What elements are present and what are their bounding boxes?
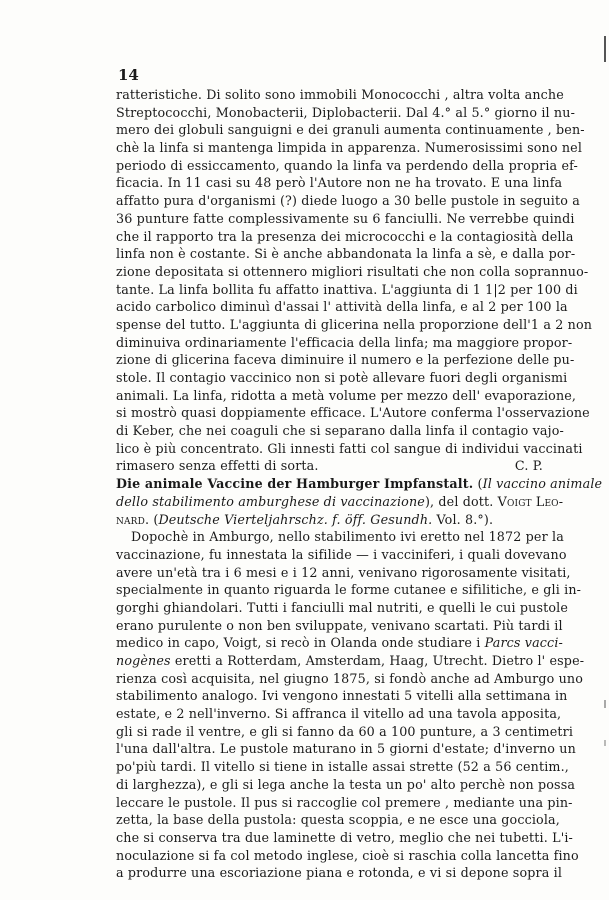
text-line: Dopochè in Amburgo, nello stabilimento ivi eretto nel 1872 per la — [131, 529, 564, 545]
article-title-italian-cont: dello stabilimento amburghese di vaccinazione — [116, 493, 425, 509]
paren-open: ( — [477, 476, 483, 492]
text-segment: medico in capo, Voigt, si recò in Olanda onde studiare i — [116, 635, 481, 651]
text-line: linfa non è costante. Si è anche abbandonata la linfa a sè, e dalla por- — [116, 246, 576, 262]
review-paragraph — [116, 86, 593, 475]
text-line: specialmente in quanto riguarda le forme cutanee e sifilitiche, e gli in- — [116, 582, 582, 598]
text-line: gli si rade il ventre, e gli si fanno da 60 a 100 punture, a 3 centimetri — [116, 723, 574, 739]
text-line: che il rapporto tra la presenza dei micrococchi e la contagiosità della — [116, 228, 574, 244]
text-line: 36 punture fatte complessivamente su 6 fanciulli. Ne verrebbe quindi — [116, 210, 575, 226]
text-line: ficacia. In 11 casi su 48 però l'Autore non ne ha trovato. E una linfa — [116, 175, 563, 191]
text-line: a produrre una escoriazione piana e rotonda, e vi si depone sopra il — [116, 865, 563, 881]
text-line: diminuiva ordinariamente l'efficacia della linfa; ma maggiore propor- — [116, 334, 573, 350]
text-line: zione depositata si ottennero migliori risultati che non colla soprannuo- — [116, 263, 589, 279]
paren-open: ( — [153, 511, 159, 527]
text-line: avere un'età tra i 6 mesi e i 12 anni, venivano rigorosamente visitati, — [116, 564, 571, 580]
text-line-last — [116, 457, 543, 475]
heading-line — [116, 493, 564, 511]
scan-edge-mark — [604, 740, 606, 746]
text-line: gorghi ghiandolari. Tutti i fanciulli mal nutriti, e quelli le cui pustole — [116, 599, 569, 615]
article-title-italian: Il vaccino animale — [482, 476, 603, 492]
text-line: acido carbolico diminuì d'assai l' attività della linfa, e al 2 per 100 la — [116, 299, 568, 315]
paragraph-end-text: rimasero senza effetti di sorta. — [116, 458, 319, 474]
text-line: estate, e 2 nell'inverno. Si affranca il vitello ad una tavola apposita, — [116, 706, 562, 722]
text-line: ratteristiche. Di solito sono immobili Monococchi , altra volta anche — [116, 87, 564, 102]
text-line: chè la linfa si mantenga limpida in apparenza. Numerosissimi sono nel — [116, 140, 583, 156]
text-line: l'una dall'altra. Le pustole maturano in 5 giorni d'estate; d'inverno un — [116, 741, 576, 757]
body-text — [116, 86, 603, 882]
heading-line — [116, 511, 543, 529]
reviewer-initials: C. P. — [514, 458, 543, 474]
text-line: zetta, la base della pustola: questa scoppia, e ne esce una gocciola, — [116, 812, 560, 828]
text-line: noculazione si fa col metodo inglese, cioè si raschia colla lancetta fino — [116, 847, 579, 863]
page-number: 14 — [118, 66, 139, 84]
text-line: si mostrò quasi doppiamente efficace. L'Autore conferma l'osservazione — [116, 405, 590, 421]
text-line — [116, 652, 585, 670]
text-line: vaccinazione, fu innestata la sifilide — i vacciniferi, i quali dovevano — [116, 546, 567, 562]
text-italic-segment: Parcs vacci- — [484, 635, 563, 651]
text-line: stabilimento analogo. Ivi vengono innestati 5 vitelli alla settimana in — [116, 688, 568, 704]
text-line: animali. La linfa, ridotta a metà volume per mezzo dell' evaporazione, — [116, 387, 577, 403]
journal-volume: Vol. 8.°). — [436, 511, 494, 527]
text-italic-segment: nogènes — [116, 653, 171, 668]
text-line: spense del tutto. L'aggiunta di glicerina nella proporzione dell'1 a 2 non — [116, 316, 593, 332]
text-line: affatto pura d'organismi (?) diede luogo a 30 belle pustole in seguito a — [116, 193, 580, 209]
text-line: mero dei globuli sanguigni e dei granuli aumenta continuamente , ben- — [116, 122, 585, 138]
text-segment: eretti a Rotterdam, Amsterdam, Haag, Utrecht. Dietro l' espe- — [174, 653, 585, 668]
text-line: di larghezza), e gli si lega anche la testa un po' alto perchè non possa — [116, 776, 576, 792]
article-author-cont: nard. — [116, 511, 150, 527]
text-line: che si conserva tra due laminette di vetro, meglio che nei tubetti. L'i- — [116, 829, 573, 845]
text-line: di Keber, che nei coaguli che si separano dalla linfa il contagio vajo- — [116, 423, 564, 439]
article-title: Die animale Vaccine der Hamburger Impfanstalt. — [116, 476, 474, 492]
article-byline: ), del dott. — [424, 493, 494, 509]
article-heading — [116, 475, 603, 528]
article-author: Voigt Leo- — [497, 493, 564, 509]
text-line: tante. La linfa bollita fu affatto inattiva. L'aggiunta di 1 1|2 per 100 di — [116, 281, 578, 297]
text-line: po'più tardi. Il vitello si tiene in istalle assai strette (52 a 56 centim., — [116, 759, 569, 775]
text-line — [116, 634, 563, 652]
text-line: leccare le pustole. Il pus si raccoglie col premere , mediante una pin- — [116, 794, 573, 810]
journal-name: Deutsche Vierteljahrschz. f. öff. Gesundh. — [158, 511, 433, 527]
scan-edge-mark — [604, 36, 606, 62]
text-line: periodo di essiccamento, quando la linfa va perdendo della propria ef- — [116, 157, 578, 173]
scan-edge-mark — [604, 700, 606, 708]
text-line: zione di glicerina faceva diminuire il numero e la perfezione delle pu- — [116, 352, 575, 368]
text-line: Streptococchi, Monobacterii, Diplobacterii. Dal 4.° al 5.° giorno il nu- — [116, 104, 576, 120]
text-line: rienza così acquisita, nel giugno 1875, si fondò anche ad Amburgo uno — [116, 670, 584, 686]
article-paragraph — [116, 528, 585, 882]
heading-line — [116, 475, 603, 493]
text-line: stole. Il contagio vaccinico non si potè allevare fuori degli organismi — [116, 370, 568, 385]
text-line: lico è più concentrato. Gli innesti fatti col sangue di individui vaccinati — [116, 440, 583, 456]
text-line: erano purulente o non ben sviluppate, venivano scartati. Più tardi il — [116, 617, 563, 633]
